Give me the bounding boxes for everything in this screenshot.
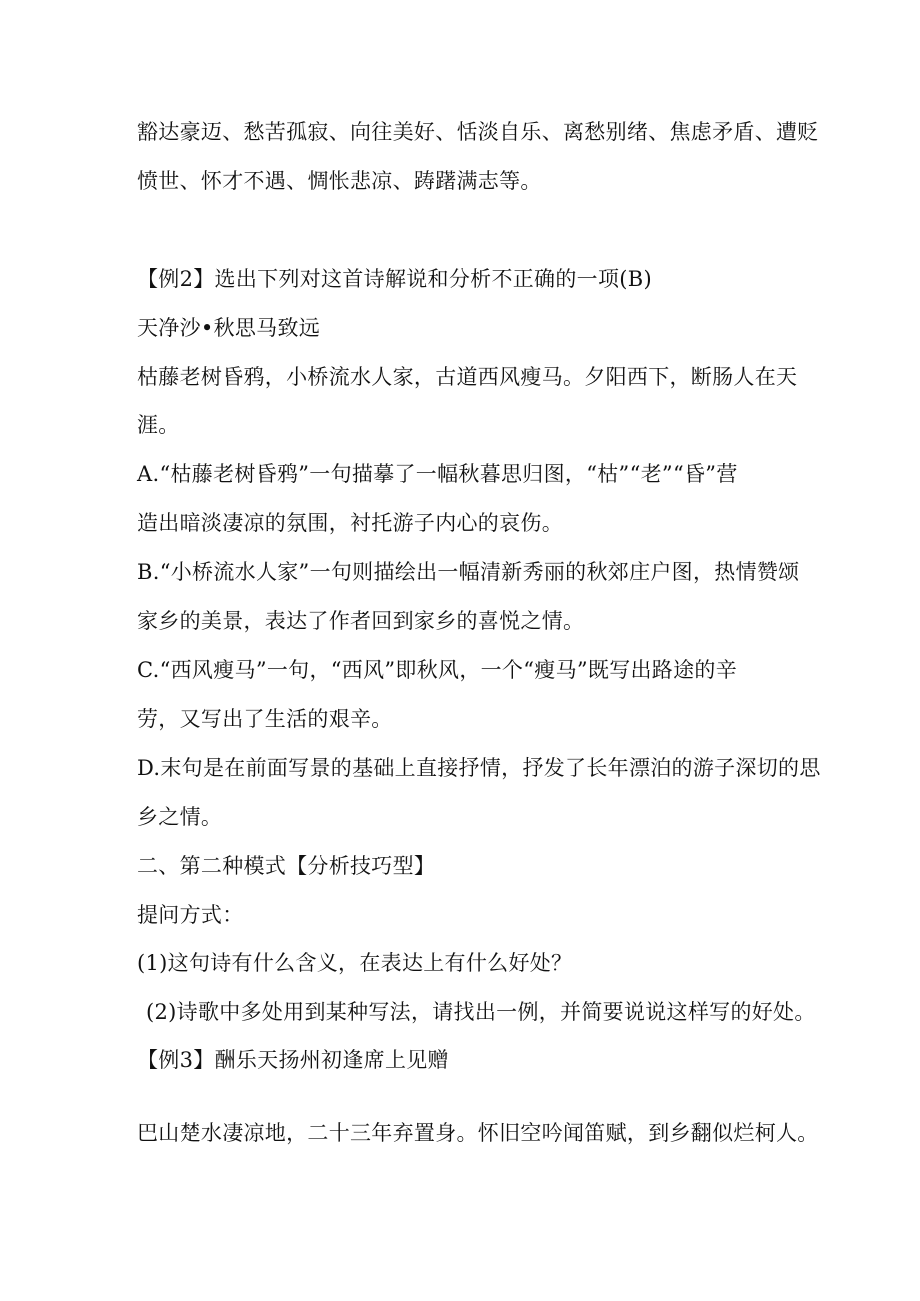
option-c-line-2: 劳，又写出了生活的艰辛。 bbox=[137, 707, 393, 731]
emotion-list-line-2: 愤世、怀才不遇、惆怅悲凉、踌躇满志等。 bbox=[137, 169, 542, 193]
question-method-label: 提问方式： bbox=[137, 903, 244, 927]
poem-text-line-2: 涯。 bbox=[137, 413, 180, 437]
example-3-heading: 【例3】酬乐天扬州初逢席上见赠 bbox=[137, 1048, 449, 1072]
option-c-line-1: C.“西风瘦马”一句，“西风”即秋风，一个“瘦马”既写出路途的辛 bbox=[137, 658, 738, 682]
example-2-heading: 【例2】选出下列对这首诗解说和分析不正确的一项(B) bbox=[137, 267, 652, 291]
option-b-line-2: 家乡的美景，表达了作者回到家乡的喜悦之情。 bbox=[137, 609, 585, 633]
option-d-line-1: D.末句是在前面写景的基础上直接抒情，抒发了长年漂泊的游子深切的思 bbox=[137, 756, 821, 780]
question-2: (2)诗歌中多处用到某种写法，请找出一例，并简要说说这样写的好处。 bbox=[146, 1000, 816, 1024]
poem-title: 天净沙•秋思马致远 bbox=[137, 316, 321, 340]
option-a-line-1: A.“枯藤老树昏鸦”一句描摹了一幅秋暮思归图，“枯”“老”“昏”营 bbox=[137, 462, 738, 486]
emotion-list-line-1: 豁达豪迈、愁苦孤寂、向往美好、恬淡自乐、离愁别绪、焦虑矛盾、遭贬 bbox=[137, 120, 819, 144]
option-a-line-2: 造出暗淡凄凉的氛围，衬托游子内心的哀伤。 bbox=[137, 511, 563, 535]
section-heading: 二、第二种模式【分析技巧型】 bbox=[137, 854, 436, 878]
option-d-line-2: 乡之情。 bbox=[137, 805, 223, 829]
option-b-line-1: B.“小桥流水人家”一句则描绘出一幅清新秀丽的秋郊庄户图，热情赞颂 bbox=[137, 560, 800, 584]
poem-2-text: 巴山楚水凄凉地，二十三年弃置身。怀旧空吟闻笛赋，到乡翻似烂柯人。 bbox=[137, 1121, 819, 1145]
question-1: (1)这句诗有什么含义，在表达上有什么好处？ bbox=[137, 951, 573, 975]
poem-text-line-1: 枯藤老树昏鸦，小桥流水人家，古道西风瘦马。夕阳西下，断肠人在天 bbox=[137, 365, 798, 389]
